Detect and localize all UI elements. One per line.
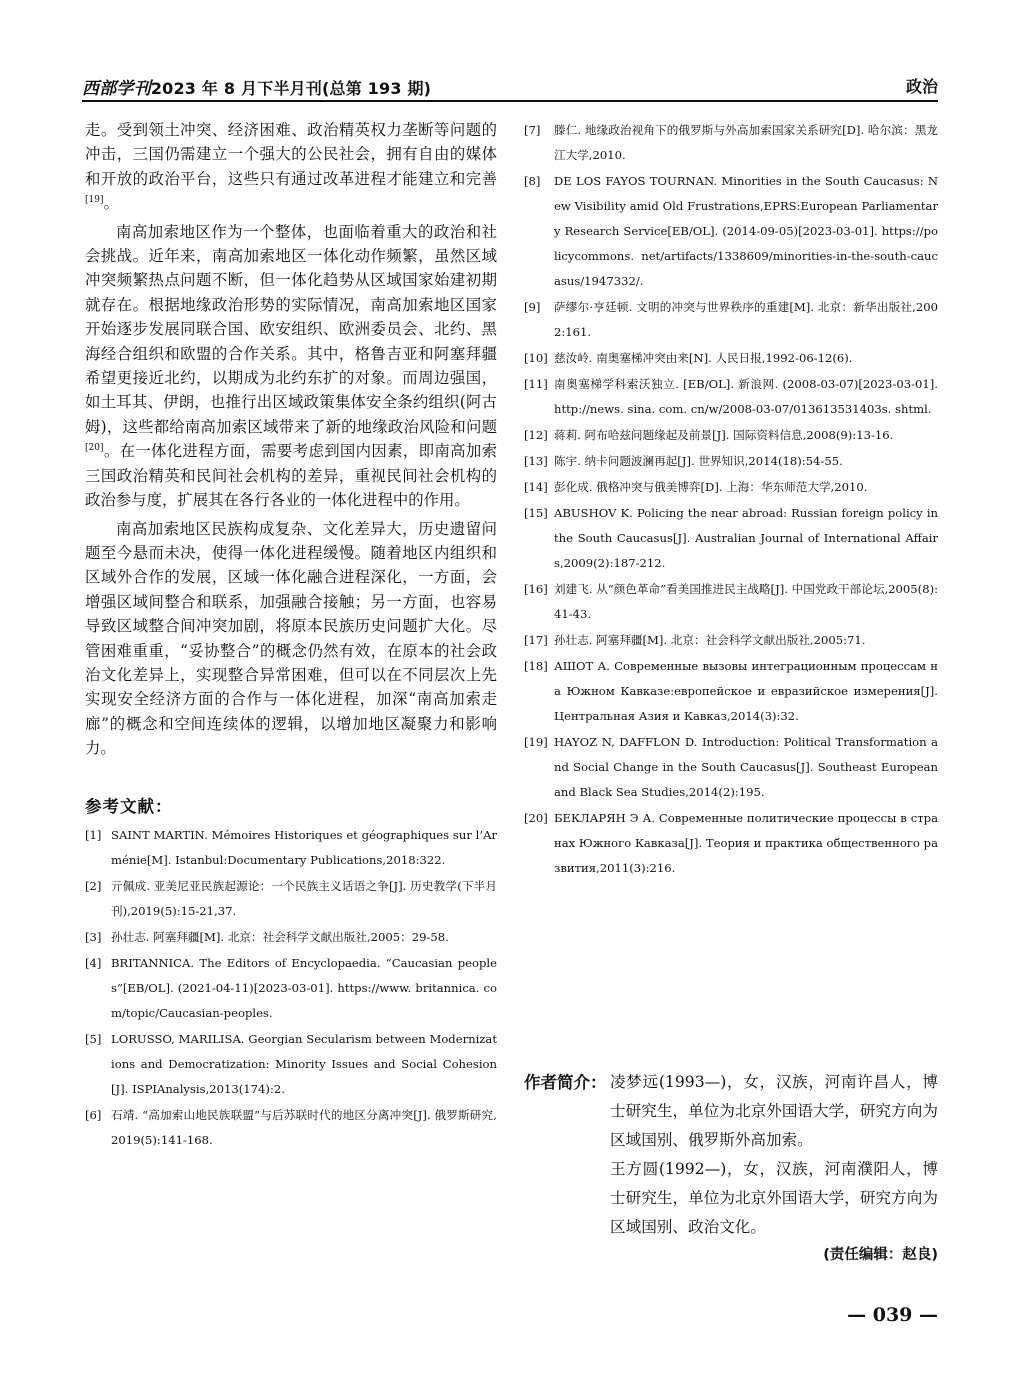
reference-text: DE LOS FAYOS TOURNAN. Minorities in the South Caucasus: New Visibility amid Old Frustrations,EPRS:European Parliamentary Research Service[EB/OL]. (2014-09-05)[2023-03-01]. https://policycommons. net/artifacts/1338609/minorities-in-the-south-caucasus/1947332/. <box>554 174 938 288</box>
reference-text: LORUSSO, MARILISA. Georgian Secularism between Modernizations and Democratization: Minority Issues and Social Cohesion[J]. ISPIAnalysis,2013(174):2. <box>111 1031 497 1096</box>
author-intro-text <box>610 1068 938 1242</box>
references-title: 参考文献： <box>85 796 173 816</box>
section-label: 政治 <box>905 77 938 96</box>
paragraph-text: 南高加索地区作为一个整体，也面临着重大的政治和社会挑战。近年来，南高加索地区一体化动作频繁，虽然区域冲突频繁热点问题不断，但一体化趋势从区域国家始建初期就存在。根据地缘政治形势的实际情况，南高加索地区国家开始逐步发展同联合国、欧安组织、欧洲委员会、北约、黑海经合组织和欧盟的合作关系。其中，格鲁吉亚和阿塞拜疆希望更接近北约，以期成为北约东扩的对象。而周边强国，如土耳其、伊朗，也推行出区域政策集体安全条约组织(阿古姆)，这些都给南高加索区域带来了新的地缘政治风险和问题 <box>85 222 497 436</box>
responsible-editor: (责任编辑：赵良) <box>823 1247 938 1263</box>
reference-item <box>524 169 938 294</box>
reference-number: [8] <box>524 174 541 188</box>
citation-20: [20] <box>85 443 104 454</box>
reference-text: 孙壮志. 阿塞拜疆[M]. 北京：社会科学文献出版社,2005：29-58. <box>111 929 449 944</box>
reference-text: 彭化成. 俄格冲突与俄美博弈[D]. 上海：华东师范大学,2010. <box>554 480 868 494</box>
reference-item <box>524 628 938 653</box>
author-intro-label: 作者简介： <box>524 1073 607 1092</box>
reference-text: 蒋莉. 阿布哈兹问题缘起及前景[J]. 国际资料信息,2008(9):13-16. <box>554 428 894 442</box>
reference-text: 孙壮志. 阿塞拜疆[M]. 北京：社会科学文献出版社,2005:71. <box>554 633 866 647</box>
author-intro <box>524 1068 938 1242</box>
reference-item <box>85 874 497 924</box>
page-header <box>82 74 938 102</box>
reference-item <box>524 346 938 371</box>
reference-number: [19] <box>524 735 548 749</box>
reference-item <box>85 1027 497 1102</box>
reference-number: [5] <box>85 1031 102 1046</box>
reference-number: [18] <box>524 659 548 673</box>
reference-text: HAYOZ N, DAFFLON D. Introduction: Political Transformation and Social Change in the South Caucasus[J]. Southeast European and Black Sea Studies,2014(2):195. <box>554 735 938 799</box>
journal-issue: 2023 年 8 月下半月刊(总第 193 期) <box>150 79 432 98</box>
reference-item <box>524 449 938 474</box>
reference-number: [6] <box>85 1107 102 1122</box>
reference-number: [1] <box>85 827 102 842</box>
reference-item <box>85 925 497 950</box>
reference-text: АШОТ А. Современные вызовы интеграционным процессам на Южном Кавказе:европейское и евразийское измерения[J]. Центральная Азия и Кавказ,2014(3):32. <box>554 659 938 723</box>
reference-text: 石靖. “高加索山地民族联盟”与后苏联时代的地区分离冲突[J]. 俄罗斯研究,2019(5):141-168. <box>111 1107 497 1147</box>
citation-19: [19] <box>85 195 104 206</box>
reference-item <box>85 1103 497 1153</box>
reference-item <box>85 951 497 1026</box>
reference-number: [3] <box>85 929 102 944</box>
reference-text: 滕仁. 地缘政治视角下的俄罗斯与外高加索国家关系研究[D]. 哈尔滨：黑龙江大学,2010. <box>554 123 938 162</box>
reference-number: [9] <box>524 300 541 314</box>
reference-number: [20] <box>524 811 548 825</box>
reference-number: [15] <box>524 506 548 520</box>
reference-item <box>524 372 938 422</box>
reference-number: [16] <box>524 582 548 596</box>
references-list-left <box>85 823 497 1153</box>
body-paragraph-2 <box>85 220 497 513</box>
reference-item <box>524 501 938 576</box>
paragraph-text-cont: 。在一体化进程方面，需要考虑到国内因素，即南高加索三国政治精英和民间社会机构的差异，重视民间社会机构的政治参与度，扩展其在各行各业的一体化进程中的作用。 <box>85 442 497 510</box>
right-column <box>524 118 938 882</box>
journal-logo: 西部学刊 <box>82 79 151 99</box>
references-list-right <box>524 118 938 881</box>
author-1: 凌梦远(1993—)，女，汉族，河南许昌人，博士研究生，单位为北京外国语大学，研究方向为区域国别、俄罗斯外高加索。 <box>610 1073 938 1149</box>
reference-item <box>524 295 938 345</box>
reference-text: BRITANNICA. The Editors of Encyclopaedia. “Caucasian peoples”[EB/OL]. (2021-04-11)[2023-03-01]. https://www. britannica. com/topic/Caucasian-peoples. <box>111 955 497 1020</box>
body-paragraph-1 <box>85 118 497 216</box>
journal-title <box>82 74 431 99</box>
body-paragraph-3: 南高加索地区民族构成复杂、文化差异大，历史遗留问题至今悬而未决，使得一体化进程缓慢。随着地区内组织和区域外合作的发展，区域一体化融合进程深化，一方面，会增强区域间整合和联系，加强融合接触；另一方面，也容易导致区域整合间冲突加剧，将原本民族历史问题扩大化。尽管困难重重，“妥协整合”的概念仍然有效，在原本的社会政治文化差异上，实现整合异常困难，但可以在不同层次上先实现安全经济方面的合作与一体化进程，加深“南高加索走廊”的概念和空间连续体的逻辑，以增加地区凝聚力和影响力。 <box>85 519 497 758</box>
reference-text: 刘建飞. 从“颜色革命”看美国推进民主战略[J]. 中国党政干部论坛,2005(8):41-43. <box>554 582 938 621</box>
author-2: 王方圆(1992—)，女，汉族，河南濮阳人，博士研究生，单位为北京外国语大学，研究方向为区域国别、政治文化。 <box>610 1160 938 1236</box>
reference-item <box>524 654 938 729</box>
reference-text: 萨缪尔·亨廷顿. 文明的冲突与世界秩序的重建[M]. 北京：新华出版社,2002:161. <box>554 300 938 339</box>
reference-item <box>524 475 938 500</box>
reference-text: 南奥塞梯学科索沃独立. [EB/OL]. 新浪网. (2008-03-07)[2023-03-01]. http://news. sina. com. cn/w/2008-03-07/013613531403s. shtml. <box>554 377 938 416</box>
paragraph-text: 走。受到领土冲突、经济困难、政治精英权力垄断等问题的冲击，三国仍需建立一个强大的公民社会，拥有自由的媒体和开放的政治平台，这些只有通过改革进程才能建立和完善 <box>85 121 497 188</box>
reference-number: [12] <box>524 428 548 442</box>
reference-number: [4] <box>85 955 102 970</box>
page-number: — 039 — <box>847 1304 938 1326</box>
reference-number: [10] <box>524 351 548 365</box>
reference-text: 亓佩成. 亚美尼亚民族起源论：一个民族主义话语之争[J]. 历史教学(下半月刊),2019(5):15-21,37. <box>111 878 497 918</box>
reference-number: [2] <box>85 878 102 893</box>
reference-text: БЕКЛАРЯН Э А. Современные политические процессы в странах Южного Кавказа[J]. Теория и практика общественного развития,2011(3):216. <box>554 811 938 875</box>
reference-text: 陈宇. 纳卡问题波澜再起[J]. 世界知识,2014(18):54-55. <box>554 454 843 468</box>
left-column <box>85 118 497 1154</box>
reference-number: [14] <box>524 480 548 494</box>
reference-text: ABUSHOV K. Policing the near abroad: Russian foreign policy in the South Caucasus[J]. Australian Journal of International Affairs,2009(2):187-212. <box>554 506 938 570</box>
reference-text: SAINT MARTIN. Mémoires Historiques et géographiques sur l’Arménie[M]. Istanbul:Documentary Publications,2018:322. <box>111 827 497 867</box>
paragraph-end: 。 <box>103 194 119 213</box>
reference-item <box>524 423 938 448</box>
reference-item <box>524 118 938 168</box>
reference-number: [7] <box>524 123 541 137</box>
reference-number: [13] <box>524 454 548 468</box>
reference-item <box>85 823 497 873</box>
reference-item <box>524 806 938 881</box>
reference-text: 慈汝岭. 南奥塞梯冲突由来[N]. 人民日报,1992-06-12(6). <box>554 351 853 365</box>
reference-number: [17] <box>524 633 548 647</box>
reference-item <box>524 577 938 627</box>
reference-number: [11] <box>524 377 548 391</box>
reference-item <box>524 730 938 805</box>
